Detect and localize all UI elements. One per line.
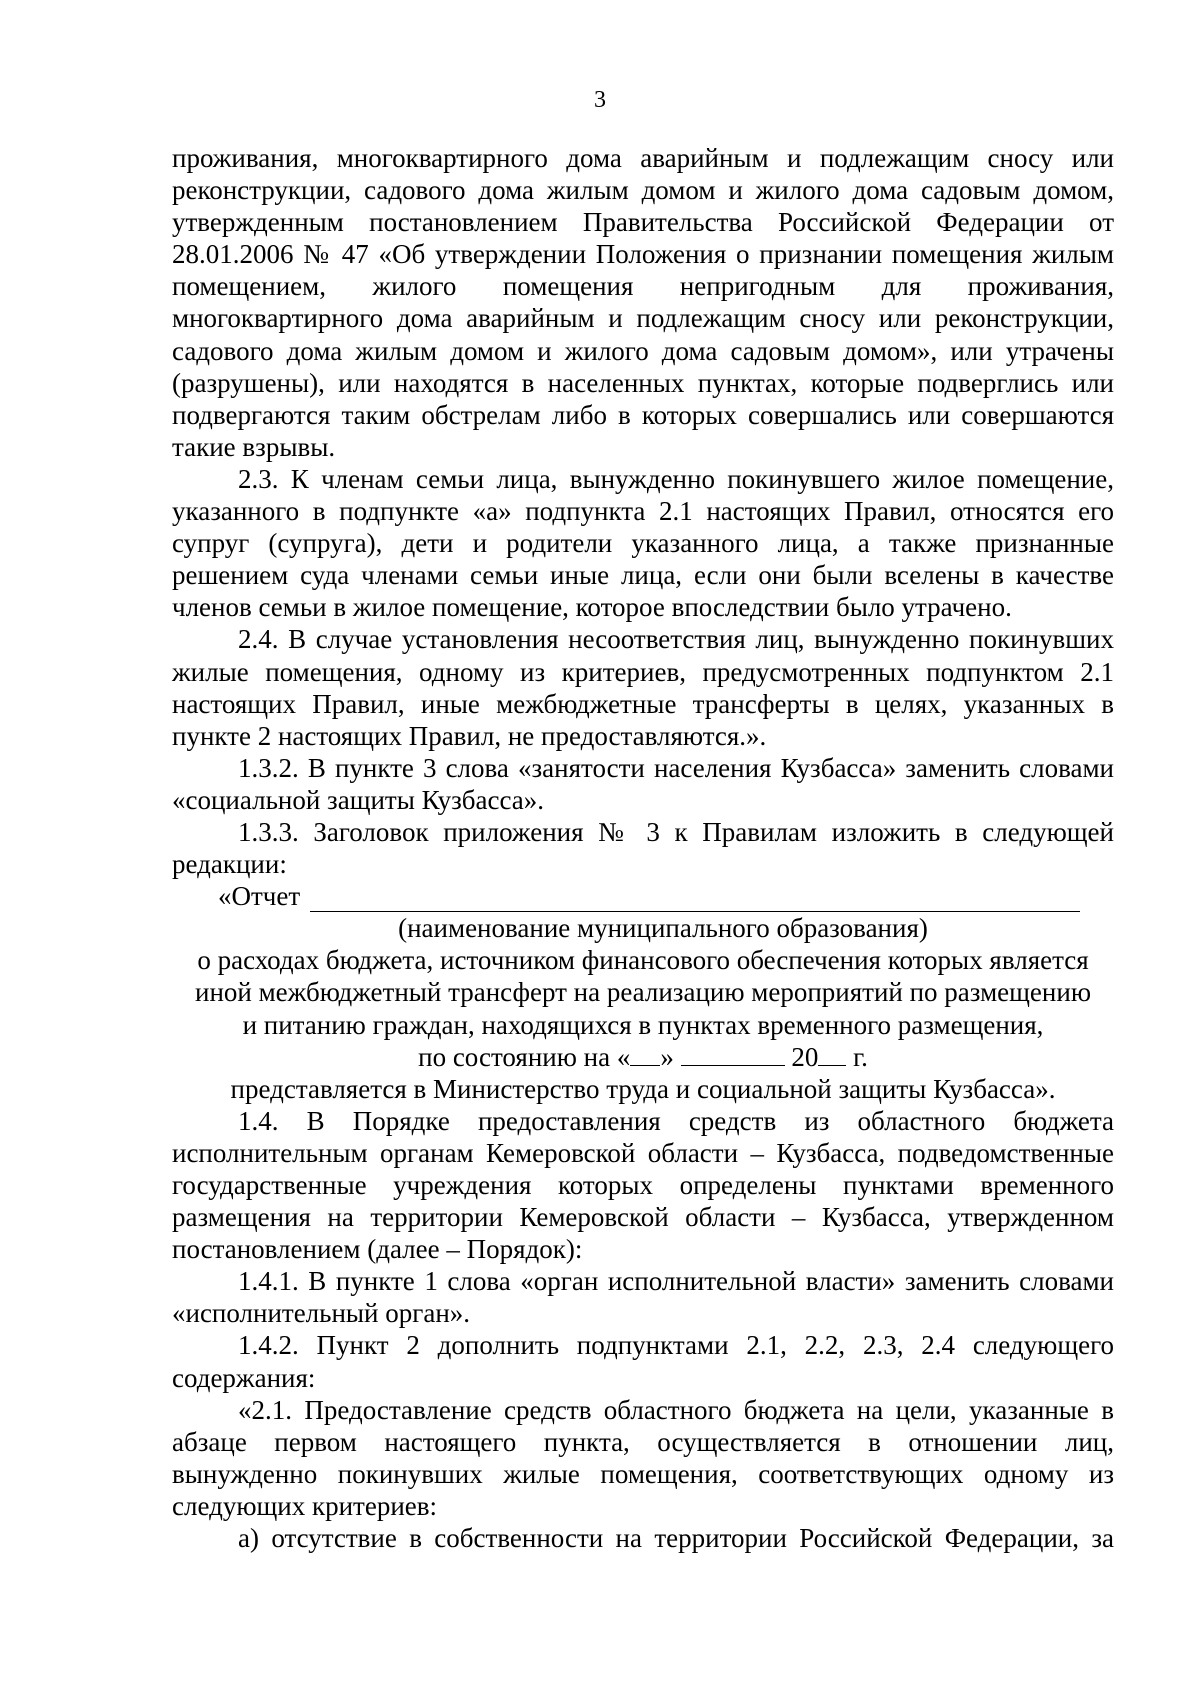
page-number: 3	[594, 87, 606, 113]
paragraph-1-4-1: 1.4.1. В пункте 1 слова «орган исполнительной власти» заменить словами «исполнительный орган».	[172, 1266, 1114, 1329]
report-date-mid: »	[660, 1041, 674, 1072]
paragraph-criterion-a: а) отсутствие в собственности на территории Российской Федерации, за	[238, 1523, 1114, 1554]
report-label: «Отчет	[218, 881, 301, 912]
municipality-blank-line	[310, 885, 1080, 912]
document-body	[172, 142, 1114, 1554]
month-blank	[681, 1041, 785, 1066]
report-date-prefix: по состоянию на «	[418, 1041, 631, 1072]
report-caption: (наименование муниципального образования)	[398, 913, 928, 944]
paragraph-1-4: 1.4. В Порядке предоставления средств из областного бюджета исполнительным органам Кемеровской области – Кузбасса, подведомственные государственные учреждения которых определены пунктами временного размещения на территории Кемеровской области – Кузбасса, утвержденном постановлением (далее – Порядок):	[172, 1105, 1114, 1265]
paragraph-1-4-2: 1.4.2. Пункт 2 дополнить подпунктами 2.1, 2.2, 2.3, 2.4 следующего содержания:	[172, 1330, 1114, 1393]
year-blank	[818, 1041, 846, 1066]
day-blank	[630, 1041, 660, 1066]
report-date-line	[172, 1041, 1114, 1073]
report-line-2: иной межбюджетный трансферт на реализацию мероприятий по размещению	[195, 977, 1091, 1008]
paragraph-2-3: 2.3. К членам семьи лица, вынужденно покинувшего жилое помещение, указанного в подпункте «а» подпункта 2.1 настоящих Правил, относятся его супруг (супруга), дети и родители указанного лица, а также признанные решением суда членами семьи иные лица, если они были вселены в качестве членов семьи в жилое помещение, которое впоследствии было утрачено.	[172, 463, 1114, 623]
report-date-year: 20	[791, 1041, 819, 1072]
paragraph-1-3-2: 1.3.2. В пункте 3 слова «занятости населения Кузбасса» заменить словами «социальной защиты Кузбасса».	[172, 752, 1114, 815]
paragraph-2-4: 2.4. В случае установления несоответствия лиц, вынужденно покинувших жилые помещения, одному из критериев, предусмотренных подпунктом 2.1 настоящих Правил, иные межбюджетные трансферты в целях, указанных в пункте 2 настоящих Правил, не предоставляются.».	[172, 624, 1114, 751]
report-line-1: о расходах бюджета, источником финансового обеспечения которых является	[197, 945, 1089, 976]
report-line-3: и питанию граждан, находящихся в пунктах временного размещения,	[242, 1009, 1044, 1040]
paragraph-continuation: проживания, многоквартирного дома аварийным и подлежащим сносу или реконструкции, садового дома жилым домом и жилого дома садовым домом, утвержденным постановлением Правительства Российской Федерации от 28.01.2006 № 47 «Об утверждении Положения о признании помещения жилым помещением, жилого помещения непригодным для проживания, многоквартирного дома аварийным и подлежащим сносу или реконструкции, садового дома жилым домом и жилого дома садовым домом», или утрачены (разрушены), или находятся в населенных пунктах, которые подверглись или подвергаются таким обстрелам либо в которых совершались или совершаются такие взрывы.	[172, 143, 1114, 462]
report-date-suffix: г.	[853, 1041, 868, 1072]
report-title-line	[172, 880, 1114, 912]
paragraph-1-3-3: 1.3.3. Заголовок приложения № 3 к Правилам изложить в следующей редакции:	[172, 816, 1114, 880]
paragraph-2-1: «2.1. Предоставление средств областного бюджета на цели, указанные в абзаце первом настоящего пункта, осуществляется в отношении лиц, вынужденно покинувших жилые помещения, соответствующих одному из следующих критериев:	[172, 1394, 1114, 1521]
report-line-5: представляется в Министерство труда и социальной защиты Кузбасса».	[230, 1073, 1056, 1104]
